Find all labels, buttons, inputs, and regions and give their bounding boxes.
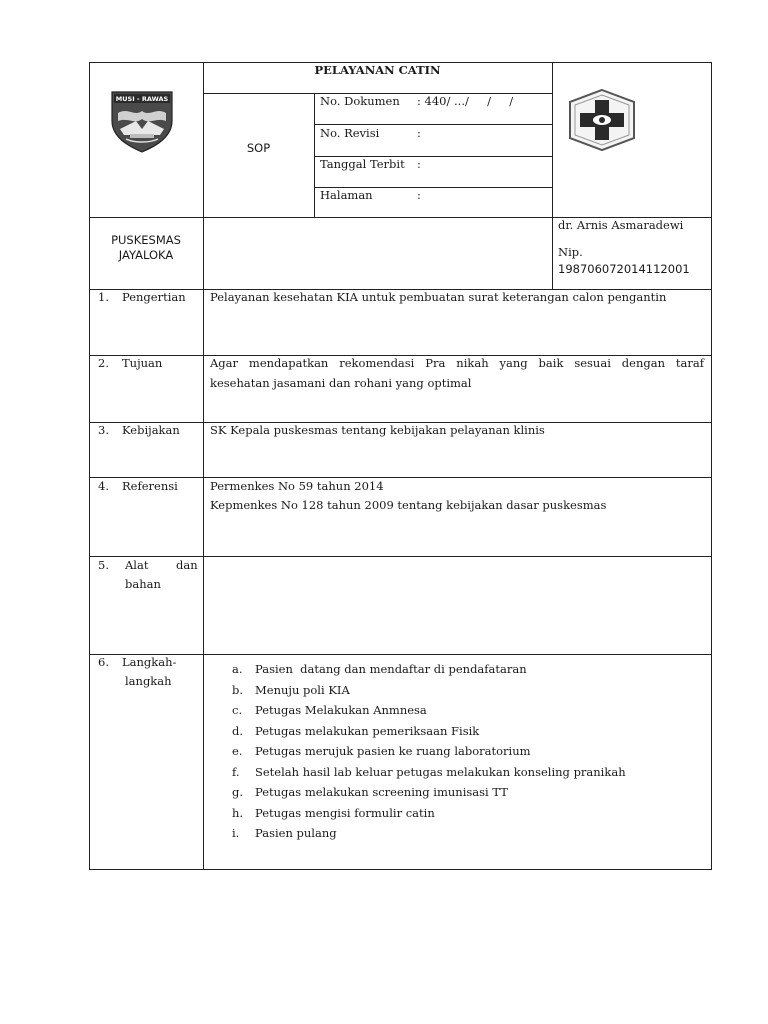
- row-divider-5: [89, 654, 711, 655]
- section-title-langkah-line1: Langkah-: [122, 655, 177, 669]
- row-divider-4: [89, 556, 711, 557]
- row-divider-3: [89, 477, 711, 478]
- publish-date-label: Tanggal Terbit: [320, 157, 405, 171]
- institution-name-line2: JAYALOKA: [118, 248, 174, 262]
- step-text: Menuju poli KIA: [255, 683, 350, 697]
- table-right-border: [711, 62, 712, 870]
- step-marker: b.: [232, 683, 244, 697]
- puskesmas-cross-logo-icon: [566, 88, 638, 152]
- step-marker: g.: [232, 785, 244, 799]
- step-marker: h.: [232, 806, 244, 820]
- institution-name-line1: PUSKESMAS: [111, 233, 181, 247]
- document-number-label: No. Dokumen: [320, 94, 400, 108]
- section-number: 5.: [98, 558, 109, 572]
- tujuan-text-line1: Agar mendapatkan rekomendasi Pra nikah yang baik sesuai dengan taraf: [210, 356, 704, 370]
- step-marker: c.: [232, 703, 243, 717]
- step-text: Setelah hasil lab keluar petugas melakukan konseling pranikah: [255, 765, 626, 779]
- step-text: Pasien pulang: [255, 826, 337, 840]
- step-text: Petugas mengisi formulir catin: [255, 806, 435, 820]
- section-title-dan: dan: [176, 558, 198, 572]
- table-bottom-border: [89, 869, 711, 870]
- section-number: 2.: [98, 356, 109, 370]
- referensi-text-line2: Kepmenkes No 128 tahun 2009 tentang kebijakan dasar puskesmas: [210, 498, 607, 512]
- table-left-border: [89, 62, 90, 870]
- step-text: Pasien datang dan mendaftar di pendafataran: [255, 662, 527, 676]
- tujuan-text-line2: kesehatan jasamani dan rohani yang optimal: [210, 376, 472, 390]
- revision-label: No. Revisi: [320, 126, 380, 140]
- logo-column-border: [203, 62, 204, 870]
- right-logo-column-border: [552, 62, 553, 289]
- step-marker: f.: [232, 765, 240, 779]
- step-text: Petugas Melakukan Anmnesa: [255, 703, 427, 717]
- step-marker: a.: [232, 662, 243, 676]
- section-number: 4.: [98, 479, 109, 493]
- section-title-bahan: bahan: [125, 577, 161, 591]
- referensi-text-line1: Permenkes No 59 tahun 2014: [210, 479, 384, 493]
- section-number: 3.: [98, 423, 109, 437]
- section-title-referensi: Referensi: [122, 479, 178, 493]
- section-title-tujuan: Tujuan: [122, 356, 163, 370]
- step-marker: d.: [232, 724, 244, 738]
- step-marker: i.: [232, 826, 240, 840]
- section-title-alat: Alat: [125, 558, 149, 572]
- pengertian-text: Pelayanan kesehatan KIA untuk pembuatan surat keterangan calon pengantin: [210, 290, 667, 304]
- document-title: PELAYANAN CATIN: [314, 63, 441, 77]
- svg-text:MUSI - RAWAS: MUSI - RAWAS: [115, 95, 169, 103]
- step-text: Petugas merujuk pasien ke ruang laboratorium: [255, 744, 531, 758]
- section-title-pengertian: Pengertian: [122, 290, 186, 304]
- revision-value: :: [417, 126, 421, 140]
- sop-column-border: [314, 93, 315, 217]
- step-marker: e.: [232, 744, 243, 758]
- page-value: :: [417, 188, 421, 202]
- section-title-kebijakan: Kebijakan: [122, 423, 180, 437]
- page-label: Halaman: [320, 188, 373, 202]
- publish-date-value: :: [417, 157, 421, 171]
- section-title-langkah-line2: langkah: [125, 674, 172, 688]
- regency-crest-icon: [110, 91, 174, 153]
- section-number: 1.: [98, 290, 109, 304]
- signer-nip-label: Nip.: [558, 245, 583, 259]
- sop-label: SOP: [246, 141, 271, 155]
- signer-nip: 198706072014112001: [558, 262, 690, 276]
- section-number: 6.: [98, 655, 109, 669]
- document-number-value: : 440/ .../ / /: [417, 94, 514, 108]
- step-text: Petugas melakukan screening imunisasi TT: [255, 785, 508, 799]
- step-text: Petugas melakukan pemeriksaan Fisik: [255, 724, 480, 738]
- signer-name: dr. Arnis Asmaradewi: [558, 218, 684, 232]
- kebijakan-text: SK Kepala puskesmas tentang kebijakan pelayanan klinis: [210, 423, 545, 437]
- field-divider-1: [314, 124, 552, 125]
